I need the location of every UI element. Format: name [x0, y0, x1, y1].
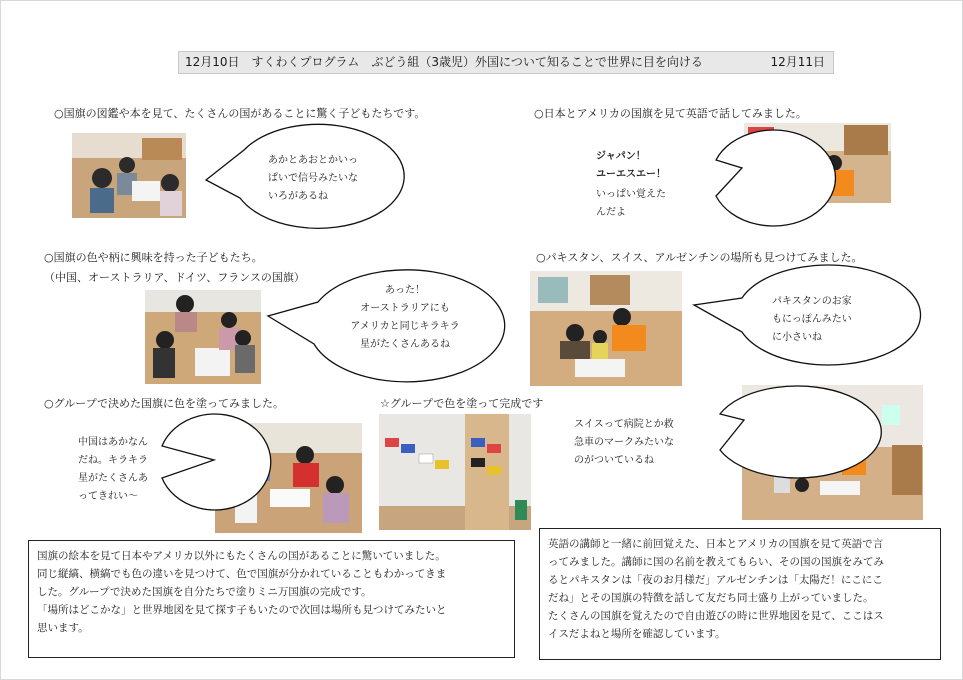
caption-flag-books: ○国旗の図鑑や本を見て、たくさんの国があることに驚く子どもたちです。	[54, 107, 426, 120]
summary-left-line: 同じ縦縞、横縞でも色の違いを見つけて、色で国旗が分かれていることもわかってきま	[37, 568, 447, 580]
bubble-1-text: あかとあおとかいっ ぱいで信号みたいな いろがあるね	[268, 155, 358, 202]
caption-flag-colors: ○国旗の色や柄に興味を持った子どもたち。	[44, 251, 263, 264]
summary-left-line: 国旗の絵本を見て日本やアメリカ以外にもたくさんの国があることに驚いていました。	[37, 550, 446, 562]
caption-english-flags: ○日本とアメリカの国旗を見て英語で話してみました。	[534, 107, 807, 120]
bubble-6-text: スイスって病院とか救 急車のマークみたいな のがついているね	[574, 419, 674, 466]
summary-left-line: 思います。	[37, 622, 89, 634]
summary-left-line: 「場所はどこかな」と世界地図を見て探す子もいたので次回は場所も見つけてみたいと	[37, 604, 447, 616]
summary-box-right	[539, 528, 941, 660]
summary-right-line: イスだよねと場所を確認しています。	[548, 628, 726, 640]
summary-right-line: るとパキスタンは「夜のお月様だ」アルゼンチンは「太陽だ！にこにこ	[548, 574, 883, 586]
summary-right-line: 英語の講師と一緒に前回覚えた、日本とアメリカの国旗を見て英語で言	[548, 538, 884, 550]
bubble-5-text: 中国はあかなん だね。キラキラ 星がたくさんあ ってきれい～	[78, 437, 148, 502]
bubble-5-shape	[162, 414, 271, 510]
summary-box-left	[28, 540, 515, 658]
summary-right-line: たくさんの国旗を覚えたので自由遊びの時に世界地図を見て、ここはス	[548, 610, 884, 622]
summary-right-line: ってみました。講師に国の名前を教えてもらい、その国の国旗をみてみ	[548, 556, 884, 568]
caption-map-locations: ○パキスタン、スイス、アルゼンチンの場所も見つけてみました。	[536, 251, 863, 264]
caption-flag-countries: （中国、オーストラリア、ドイツ、フランスの国旗）	[44, 271, 305, 284]
summary-right-line: だね」とその国旗の特徴を話して友だち同士盛り上がっていました。	[548, 592, 874, 604]
header-title: 12月10日 すくわくプログラム ぶどう組（3歳児）外国について知ることで世界に目を向ける	[185, 55, 703, 69]
bubble-3-text: あった！ オーストラリアにも アメリカと同じキラキラ 星がたくさんあるね	[350, 285, 460, 350]
bubble-4-text: パキスタンのお家 もにっぽんみたい に小さいね	[772, 296, 852, 343]
bubble-2-shape	[716, 130, 835, 226]
bubble-2-text-bold: ジャパン！ ユーエスエー！	[596, 151, 666, 180]
bubble-2-text: いっぱい覚えた んだよ	[596, 189, 666, 218]
summary-left-line: した。グループで決めた国旗を自分たちで塗りミニ万国旗の完成です。	[37, 586, 372, 598]
bubble-6-shape	[720, 386, 881, 478]
caption-coloring: ○グループで決めた国旗に色を塗ってみました。	[44, 397, 285, 410]
caption-completed: ☆グループで色を塗って完成です	[380, 397, 544, 410]
header-date: 12月11日	[770, 55, 825, 69]
